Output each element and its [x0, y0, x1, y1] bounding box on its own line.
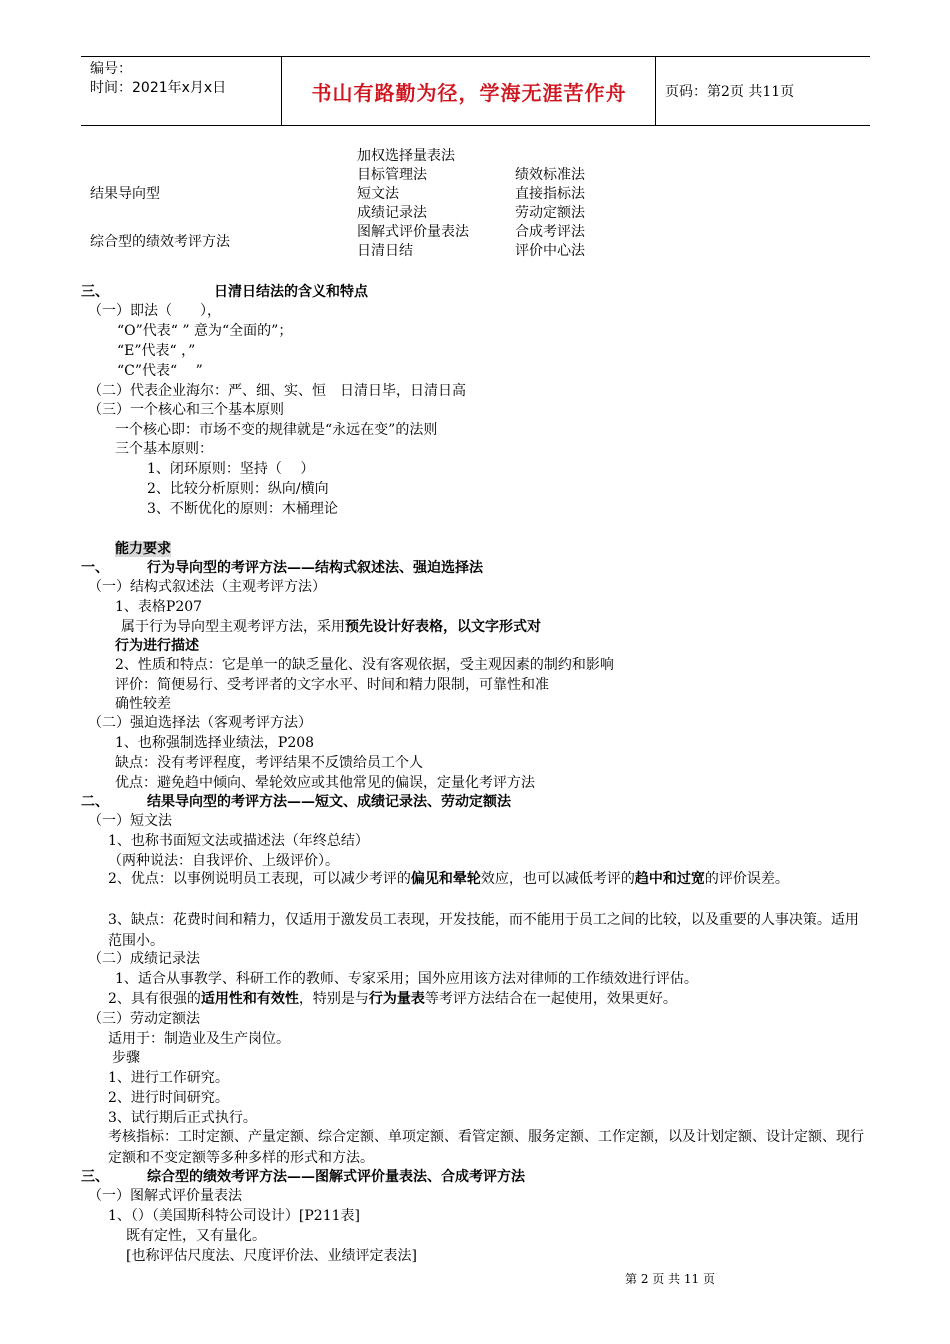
header-motto: 书山有路勤为径，学海无涯苦作舟 [311, 80, 627, 105]
method-item: 目标管理法 [357, 167, 427, 183]
paragraph: 1、适合从事教学、科研工作的教师、专家采用；国外应用该方法对律师的工作绩效进行评估。 [115, 971, 698, 987]
paragraph: （两种说法：自我评价、上级评价）。 [108, 853, 339, 869]
list-item: 3、试行期后正式执行。 [108, 1110, 257, 1126]
paragraph: 1、也称强制选择业绩法，P208 [115, 735, 315, 751]
method-item: 绩效标准法 [515, 167, 585, 183]
header-meta [90, 60, 226, 98]
page-footer: 第 2 页 共 11 页 [625, 1272, 715, 1286]
paragraph: 优点：避免趋中倾向、晕轮效应或其他常见的偏误，定量化考评方法 [115, 775, 535, 791]
sub-heading: （一）短文法 [88, 813, 172, 829]
text-run: 效应，也可以减低考评的 [480, 871, 635, 887]
section-number: 二、 [81, 794, 109, 810]
method-item: 成绩记录法 [357, 205, 427, 221]
text-run-bold: 趋中和过宽 [634, 871, 705, 887]
paragraph: 缺点：没有考评程度，考评结果不反馈给员工个人 [115, 755, 423, 771]
paragraph [121, 618, 541, 637]
paragraph: 2、性质和特点：它是单一的缺乏量化、没有客观依据，受主观因素的制约和影响 [115, 657, 614, 673]
paragraph [108, 869, 870, 890]
row-label-result: 结果导向型 [90, 186, 160, 202]
sub-heading: （二）成绩记录法 [88, 951, 200, 967]
paragraph: 行为进行描述 [115, 638, 199, 654]
paragraph: 步骤 [112, 1050, 140, 1066]
row-label-comprehensive: 综合型的绩效考评方法 [90, 234, 230, 250]
section-number: 三、 [81, 1169, 109, 1185]
sub-heading: （一）图解式评价量表法 [88, 1188, 242, 1204]
list-item: 1、进行工作研究。 [108, 1070, 229, 1086]
text-run: 属于行为导向型主观考评方法，采用 [121, 619, 345, 635]
text-run-bold: 行为量表 [368, 991, 425, 1007]
text-run-bold: 偏见和晕轮 [410, 871, 481, 887]
sub-heading: （一）结构式叙述法（主观考评方法） [88, 579, 326, 595]
sub-heading: （二）代表企业海尔：严、细、实、恒 日清日毕，日清日高 [88, 383, 466, 399]
paragraph: 1、表格P207 [115, 599, 203, 615]
sub-heading: （二）强迫选择法（客观考评方法） [88, 715, 312, 731]
paragraph: 考核指标：工时定额、产量定额、综合定额、单项定额、看管定额、服务定额、工作定额，以及计划定额、设计定额、现行定额和不变定额等多种多样的形式和方法。 [108, 1129, 864, 1166]
paragraph: 1、也称书面短文法或描述法（年终总结） [108, 833, 369, 849]
section-number: 三、 [81, 284, 109, 300]
paragraph: 既有定性，又有量化。 [126, 1228, 266, 1244]
paragraph: 确性较差 [115, 696, 171, 712]
text-run: 的评价误差。 [704, 871, 789, 887]
text-run: 2、优点：以事例说明员工表现，可以减少考评的 [108, 871, 411, 887]
paragraph: “E”代表“ ，” [117, 343, 196, 359]
highlighted-title: 能力要求 [115, 541, 171, 557]
section-heading: 行为导向型的考评方法——结构式叙述法、强迫选择法 [147, 560, 483, 576]
section-number: 一、 [81, 560, 109, 576]
list-item: 3、不断优化的原则：木桶理论 [147, 501, 338, 517]
paragraph: 适用于：制造业及生产岗位。 [108, 1031, 290, 1047]
text-run-bold: 预先设计好表格，以文字形式对 [345, 619, 541, 635]
paragraph: 评价：简便易行、受考评者的文字水平、时间和精力限制，可靠性和准 [115, 677, 549, 693]
method-item: 评价中心法 [515, 243, 585, 259]
time-label: 时间：2021年x月x日 [90, 80, 227, 96]
method-item: 直接指标法 [515, 186, 585, 202]
text-run-bold: 适用性和有效性 [200, 991, 299, 1007]
text-run: 等考评方法结合在一起使用，效果更好。 [424, 991, 677, 1007]
paragraph: “O”代表“ ” 意为“全面的”； [117, 323, 293, 339]
sub-heading: （三）一个核心和三个基本原则 [88, 402, 284, 418]
text-run: 2、具有很强的 [108, 991, 201, 1007]
method-item: 加权选择量表法 [357, 148, 455, 164]
list-item: 2、比较分析原则：纵向/横向 [147, 481, 329, 497]
paragraph: 一个核心即：市场不变的规律就是“永远在变”的法则 [115, 422, 438, 438]
list-item: 2、进行时间研究。 [108, 1090, 229, 1106]
header-page-info: 页码：第2页 共11页 [665, 84, 795, 100]
method-item: 图解式评价量表法 [357, 224, 469, 240]
list-item: 1、闭环原则：坚持（ ） [147, 461, 315, 477]
method-item: 合成考评法 [515, 224, 585, 240]
section-heading: 结果导向型的考评方法——短文、成绩记录法、劳动定额法 [147, 794, 511, 810]
sub-heading: （三）劳动定额法 [88, 1011, 200, 1027]
section-heading: 日清日结法的含义和特点 [214, 284, 368, 300]
paragraph: 三个基本原则： [115, 441, 213, 457]
method-item: 劳动定额法 [515, 205, 585, 221]
page-header [81, 56, 870, 126]
paragraph: “C”代表“ ” [117, 363, 203, 379]
section-heading: 综合型的绩效考评方法——图解式评价量表法、合成考评方法 [147, 1169, 525, 1185]
paragraph [108, 990, 677, 1009]
number-label: 编号： [90, 61, 132, 77]
text-run: ，特别是与 [298, 991, 369, 1007]
ability-title [115, 540, 171, 559]
paragraph: 3、缺点：花费时间和精力，仅适用于激发员工表现，开发技能，而不能用于员工之间的比较，以及重要的人事决策。适用范围小。 [108, 912, 859, 949]
paragraph: 1、（）（美国斯科特公司设计）[P211表] [108, 1208, 360, 1224]
method-item: 日清日结 [357, 243, 413, 259]
method-item: 短文法 [357, 186, 399, 202]
sub-heading: （一）即法（ ）， [88, 303, 221, 319]
paragraph: [也称评估尺度法、尺度评价法、业绩评定表法] [126, 1248, 417, 1264]
